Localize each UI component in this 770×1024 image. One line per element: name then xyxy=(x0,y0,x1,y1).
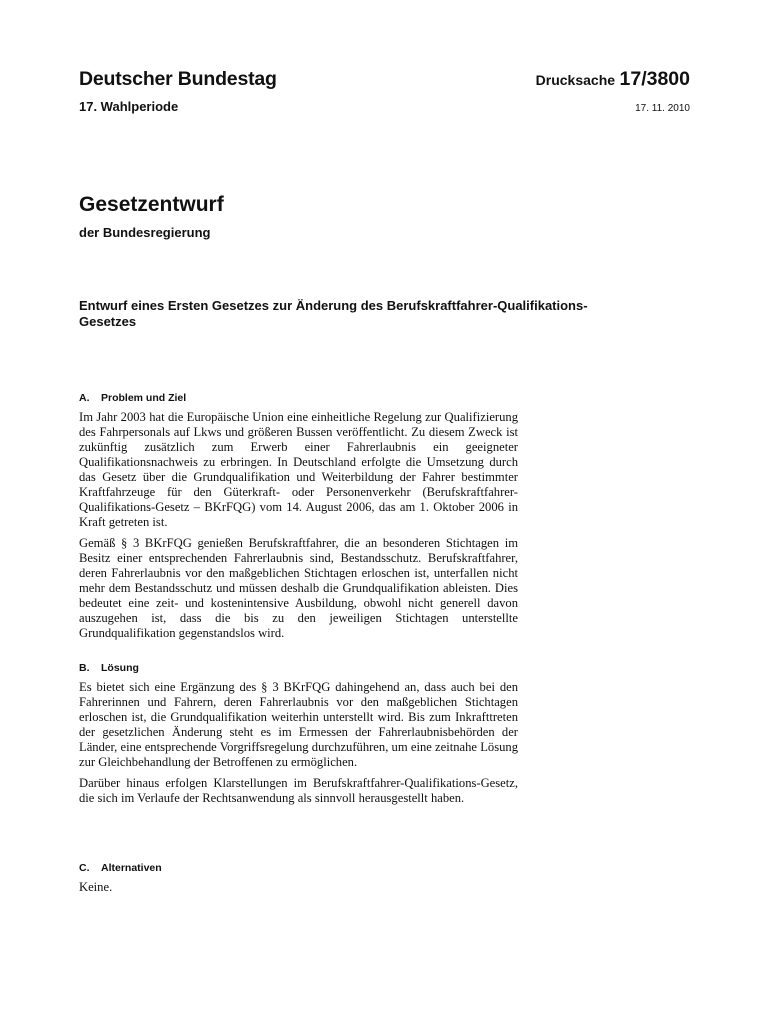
section-alternativen xyxy=(79,862,518,901)
section-heading xyxy=(79,862,518,874)
section-heading xyxy=(79,662,518,674)
document-header-left xyxy=(79,66,277,116)
paragraph: Es bietet sich eine Ergänzung des § 3 BKrFQG dahingehend an, dass auch bei den Fahrerinnen und Fahrern, deren Fahrerlaubnis vor den maßgeblichen Stichtagen erloschen ist, die Grundqualifikation weiterhin unterstellt wird. Bis zum Inkrafttreten der gesetzlichen Änderung steht es im Ermessen der Fahrerlaubnisbehörden der Länder, eine entsprechende Vorgriffsregelung durchzuführen, um eine zeitnahe Lösung zur Gleichbehandlung der Betroffenen zu ermöglichen. xyxy=(79,680,518,769)
paragraph: Im Jahr 2003 hat die Europäische Union eine einheitliche Regelung zur Qualifizierung des Fahrpersonals auf Lkws und größeren Bussen veröffentlicht. Zu diesem Zweck ist zukünftig zusätzlich zum Erwerb einer Fahrerlaubnis ein geeigneter Qualifikationsnachweis zu erbringen. In Deutschland erfolgte die Umsetzung durch das Gesetz über die Grundqualifikation und Weiterbildung der Fahrer bestimmter Kraftfahrzeuge für den Güterkraft- oder Personenverkehr (Berufskraftfahrer-Qualifikations-Gesetz – BKrFQG) vom 14. August 2006, das am 1. Oktober 2006 in Kraft getreten ist. xyxy=(79,410,518,529)
section-letter: B. xyxy=(79,662,90,674)
legislative-period: 17. Wahlperiode xyxy=(79,99,179,114)
section-letter: C. xyxy=(79,862,90,874)
paragraph: Darüber hinaus erfolgen Klarstellungen im Berufskraftfahrer-Qualifikations-Gesetz, die sich im Verlaufe der Rechtsanwendung als sinnvoll herausgestellt haben. xyxy=(79,776,518,805)
section-heading xyxy=(79,392,518,404)
document-type-block xyxy=(79,192,224,242)
document-date: 17. 11. 2010 xyxy=(635,103,690,114)
section-heading-text: Problem und Ziel xyxy=(101,392,187,404)
document-type-title: Gesetzentwurf xyxy=(79,193,224,216)
drucksache-number: 17/3800 xyxy=(619,68,690,90)
section-heading-text: Lösung xyxy=(101,662,139,674)
section-letter: A. xyxy=(79,392,90,404)
document-type-subtitle: der Bundesregierung xyxy=(79,225,211,240)
section-heading-text: Alternativen xyxy=(101,862,162,874)
document-header-right xyxy=(536,66,690,118)
section-loesung xyxy=(79,662,518,812)
drucksache-label: Drucksache xyxy=(535,72,616,88)
section-problem-und-ziel xyxy=(79,392,518,647)
paragraph: Keine. xyxy=(79,880,113,894)
drucksache-line xyxy=(536,66,690,94)
law-title: Entwurf eines Ersten Gesetzes zur Änderung des Berufskraftfahrer-Qualifikations-Gesetzes xyxy=(79,298,588,329)
institution-name: Deutscher Bundestag xyxy=(79,68,277,90)
paragraph: Gemäß § 3 BKrFQG genießen Berufskraftfahrer, die an besonderen Stichtagen im Besitz einer entsprechenden Fahrerlaubnis sind, Bestandsschutz. Berufskraftfahrer, deren Fahrerlaubnis vor den maßgeblichen Stichtagen erloschen ist, unterfallen nicht mehr dem Bestandsschutz und müssen deshalb die Grundqualifikation ableisten. Dies bedeutet eine zeit- und kostenintensive Ausbildung, obwohl nicht generell davon auszugehen ist, dass die bis zu den jeweiligen Stichtagen unterstellte Grundqualifikation gegenstandslos wird. xyxy=(79,536,518,640)
